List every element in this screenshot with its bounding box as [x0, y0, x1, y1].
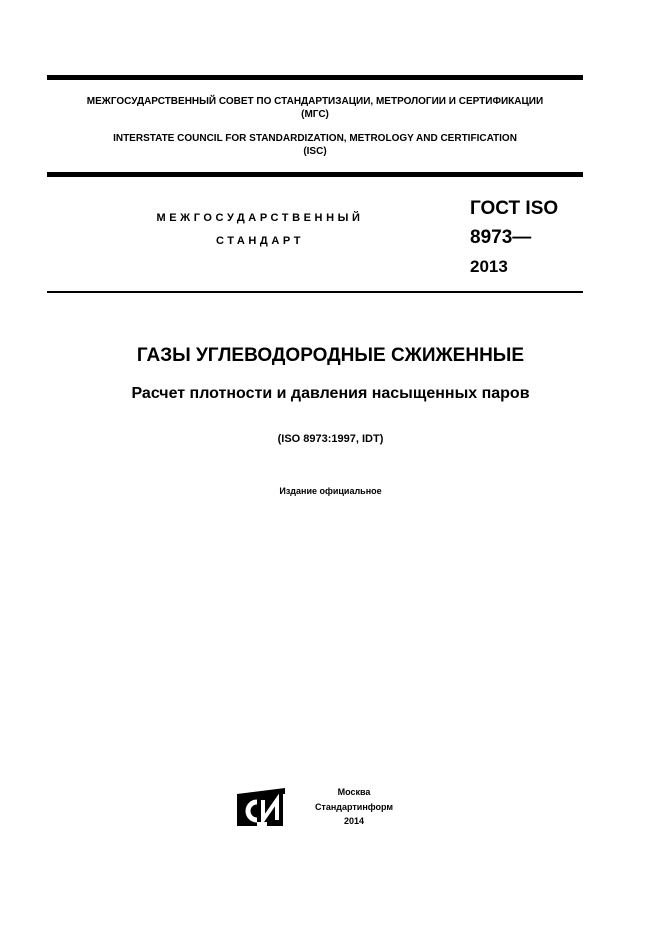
iso-reference: (ISO 8973:1997, IDT)	[277, 433, 384, 445]
document-subtitle: Расчет плотности и давления насыщенных паров	[131, 385, 530, 402]
council-abbr-en: (ISC)	[303, 146, 327, 157]
council-name-en	[47, 132, 583, 158]
designation-year: 2013	[470, 257, 508, 276]
designation-line1: ГОСТ ISO	[470, 198, 559, 219]
top-thick-rule	[47, 75, 583, 80]
standard-kind-line1: МЕЖГОСУДАРСТВЕННЫЙ	[156, 212, 364, 224]
standard-kind-line2: СТАНДАРТ	[215, 235, 305, 247]
publisher-logo-icon	[235, 786, 285, 828]
council-name-ru-line1: МЕЖГОСУДАРСТВЕННЫЙ СОВЕТ ПО СТАНДАРТИЗАЦИИ, МЕТРОЛОГИИ И СЕРТИФИКАЦИИ	[86, 96, 544, 107]
standard-designation	[470, 194, 600, 281]
council-name-ru	[47, 95, 583, 121]
council-name-en-line1: INTERSTATE COUNCIL FOR STANDARDIZATION, METROLOGY AND CERTIFICATION	[113, 133, 517, 144]
middle-thick-rule	[47, 172, 583, 177]
imprint	[300, 785, 408, 829]
imprint-publisher: Стандартинформ	[314, 801, 394, 812]
imprint-city: Москва	[337, 787, 371, 797]
document-title: ГАЗЫ УГЛЕВОДОРОДНЫЕ СЖИЖЕННЫЕ	[136, 345, 525, 366]
edition-note: Издание официальное	[279, 486, 382, 496]
imprint-year: 2014	[343, 816, 365, 826]
council-abbr-ru: (МГС)	[301, 109, 329, 120]
thin-rule	[47, 291, 583, 293]
designation-line2: 8973—	[470, 227, 532, 248]
